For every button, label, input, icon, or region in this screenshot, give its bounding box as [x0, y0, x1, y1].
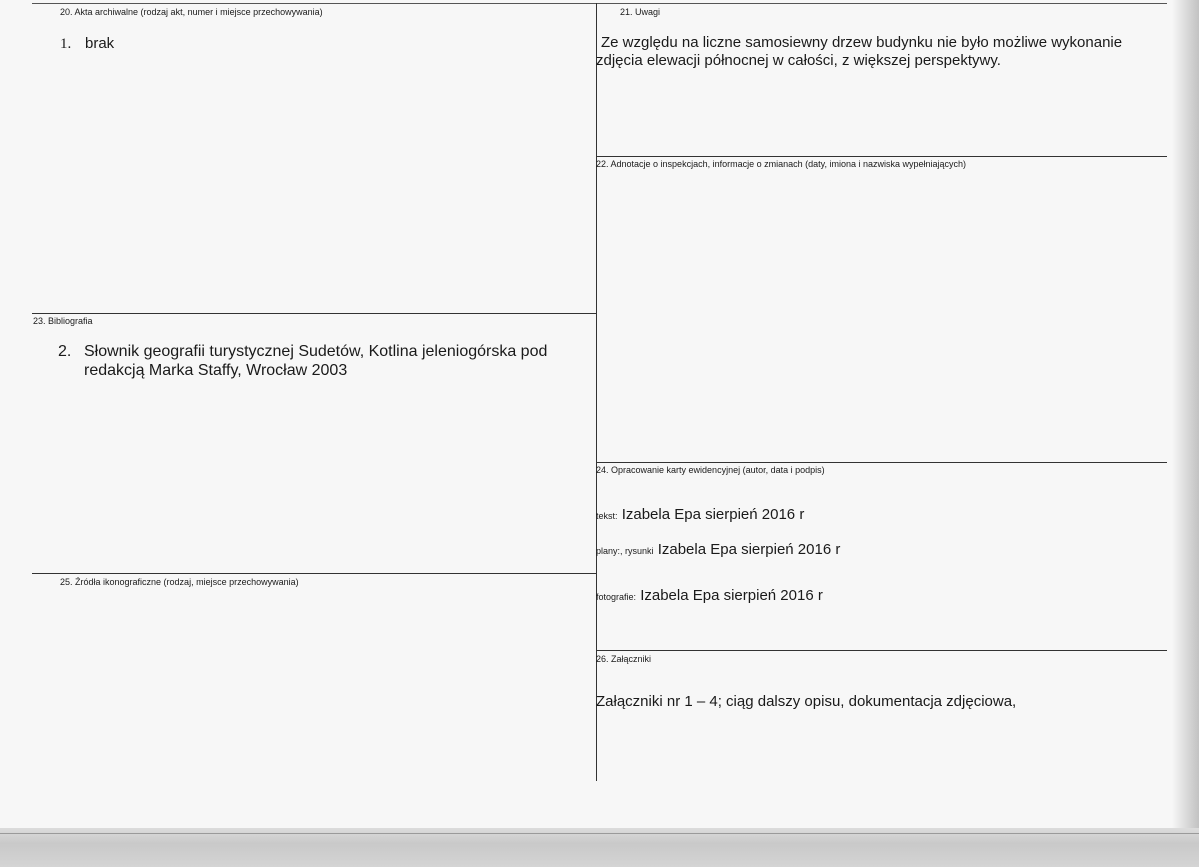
section-23-item-text: Słownik geografii turystycznej Sudetów, Kotlina jeleniogórska pod: [84, 343, 548, 360]
section-23-item-number: 2.: [58, 343, 72, 360]
plany-prefix: plany:, rysunki: [596, 546, 654, 556]
section-26-label: 26. Załączniki: [596, 654, 652, 664]
section-22-rule: [596, 156, 1167, 157]
section-22-label: 22. Adnotacje o inspekcjach, informacje o zmianach (daty, imiona i nazwiska wypełniających): [596, 159, 967, 169]
plany-value: Izabela Epa sierpień 2016 r: [657, 541, 841, 558]
section-20-item-text: brak: [85, 35, 115, 52]
section-21-label: 21. Uwagi: [620, 7, 661, 17]
tekst-value: Izabela Epa sierpień 2016 r: [621, 506, 805, 523]
section-20-label: 20. Akta archiwalne (rodzaj akt, numer i miejsce przechowywania): [60, 7, 323, 17]
section-21-text-line2: zdjęcia elewacji północnej w całości, z większej perspektywy.: [596, 52, 1001, 69]
section-26-rule: [596, 650, 1167, 651]
scan-edge-shadow: [1172, 0, 1199, 830]
section-23-item-line2: redakcją Marka Staffy, Wrocław 2003: [84, 362, 348, 379]
section-24-rule: [596, 462, 1167, 463]
section-20-item: [60, 35, 114, 53]
section-20-item-number: 1.: [60, 36, 72, 52]
top-border: [32, 3, 1167, 4]
fotografie-prefix: fotografie:: [596, 592, 637, 602]
tekst-prefix: tekst:: [596, 511, 618, 521]
section-23-item-line1: [58, 343, 547, 361]
section-24-plany: [596, 541, 840, 558]
center-divider: [596, 3, 597, 781]
scan-bottom-line: [0, 833, 1199, 834]
section-26-text: Załączniki nr 1 – 4; ciąg dalszy opisu, dokumentacja zdjęciowa,: [596, 693, 1017, 710]
section-23-rule: [32, 313, 596, 314]
section-24-label: 24. Opracowanie karty ewidencyjnej (autor, data i podpis): [596, 465, 825, 475]
section-25-label: 25. Źródła ikonograficzne (rodzaj, miejsce przechowywania): [60, 577, 299, 587]
fotografie-value: Izabela Epa sierpień 2016 r: [640, 587, 823, 604]
section-24-tekst: [596, 506, 804, 523]
section-24-fotografie: [596, 587, 823, 604]
section-23-label: 23. Bibliografia: [33, 316, 93, 326]
section-21-text-line1: Ze względu na liczne samosiewny drzew budynku nie było możliwe wykonanie: [601, 34, 1123, 51]
section-25-rule: [32, 573, 596, 574]
